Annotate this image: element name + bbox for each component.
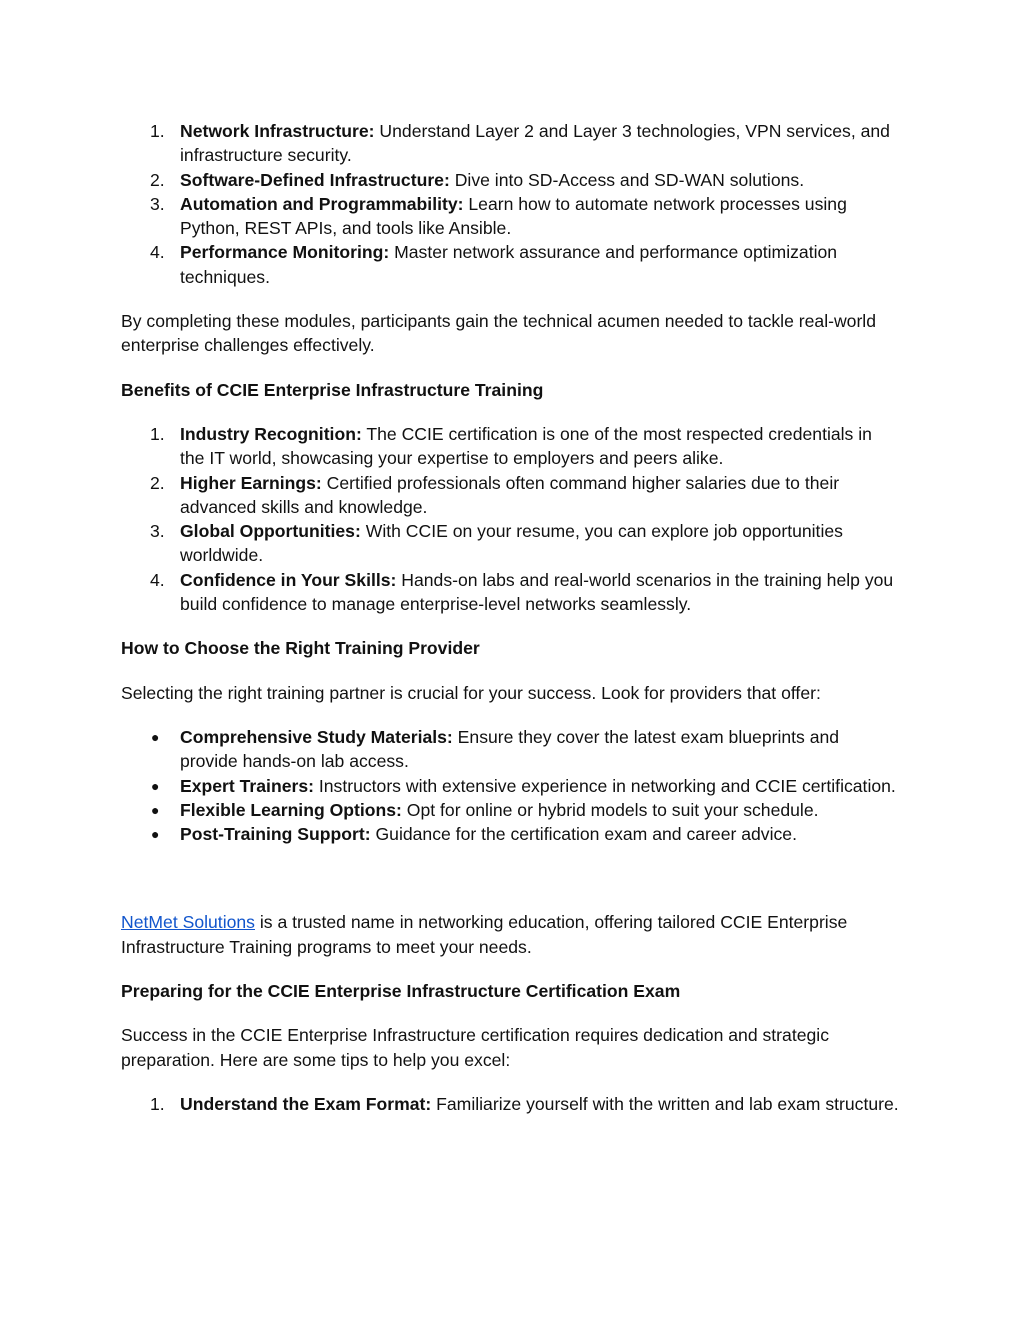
prep-intro: Success in the CCIE Enterprise Infrastructure certification requires dedication and strategic preparation. Here are some tips to help you excel: bbox=[121, 1025, 829, 1070]
item-text: Hands-on labs and real-world scenarios in the training help you build confidence to manage enterprise-level networks seamlessly. bbox=[180, 569, 894, 615]
list-item bbox=[121, 519, 901, 568]
item-title: Software-Defined Infrastructure: bbox=[180, 169, 450, 190]
item-title: Performance Monitoring: bbox=[180, 242, 390, 263]
item-text: Understand Layer 2 and Layer 3 technologies, VPN services, and infrastructure security. bbox=[180, 121, 890, 166]
item-text: Familiarize yourself with the written and lab exam structure. bbox=[431, 1093, 899, 1114]
item-text: Master network assurance and performance optimization techniques. bbox=[180, 242, 838, 287]
list-item bbox=[121, 568, 901, 617]
document-page bbox=[121, 119, 901, 1116]
list-item bbox=[121, 798, 901, 822]
list-number: 1. bbox=[150, 121, 165, 141]
list-number: 4. bbox=[150, 569, 165, 590]
item-text: Guidance for the certification exam and career advice. bbox=[370, 824, 797, 845]
item-title: Global Opportunities: bbox=[180, 521, 361, 542]
list-item bbox=[121, 422, 901, 471]
prep-heading: Preparing for the CCIE Enterprise Infrastructure Certification Exam bbox=[121, 981, 681, 1002]
netmet-text: is a trusted name in networking education, offering tailored CCIE Enterprise Infrastructure Training programs to meet your needs. bbox=[121, 912, 848, 957]
list-item bbox=[121, 119, 901, 168]
benefits-heading: Benefits of CCIE Enterprise Infrastructure Training bbox=[121, 379, 544, 400]
item-title: Network Infrastructure: bbox=[180, 121, 375, 141]
provider-heading: How to Choose the Right Training Provider bbox=[121, 638, 480, 659]
item-text: Instructors with extensive experience in networking and CCIE certification. bbox=[313, 775, 896, 796]
item-text: Ensure they cover the latest exam blueprints and provide hands-on lab access. bbox=[180, 726, 840, 772]
netmet-link[interactable]: NetMet Solutions bbox=[121, 912, 255, 933]
list-item bbox=[121, 240, 901, 289]
netmet-paragraph bbox=[121, 910, 901, 959]
list-number: 1. bbox=[150, 1093, 165, 1114]
list-number: 3. bbox=[150, 521, 165, 542]
item-title: Comprehensive Study Materials: bbox=[180, 726, 453, 747]
benefits-list bbox=[121, 422, 901, 616]
bullet-icon: ● bbox=[151, 801, 160, 818]
list-item bbox=[121, 822, 901, 846]
prep-list bbox=[121, 1092, 901, 1116]
list-item bbox=[121, 192, 901, 241]
item-title: Flexible Learning Options: bbox=[180, 799, 402, 820]
list-number: 2. bbox=[150, 472, 165, 493]
provider-intro: Selecting the right training partner is crucial for your success. Look for providers that offer: bbox=[121, 682, 821, 703]
list-number: 2. bbox=[150, 169, 165, 190]
provider-list bbox=[121, 725, 901, 846]
list-number: 4. bbox=[150, 242, 165, 263]
item-text: The CCIE certification is one of the most respected credentials in the IT world, showcasing your expertise to employers and peers alike. bbox=[180, 423, 872, 469]
item-title: Confidence in Your Skills: bbox=[180, 569, 397, 590]
bullet-icon: ● bbox=[151, 777, 160, 794]
item-title: Higher Earnings: bbox=[180, 472, 322, 493]
list-item bbox=[121, 774, 901, 798]
list-item bbox=[121, 168, 901, 192]
item-text: Certified professionals often command higher salaries due to their advanced skills and knowledge. bbox=[180, 472, 840, 517]
modules-list bbox=[121, 119, 901, 289]
list-number: 3. bbox=[150, 193, 165, 214]
item-title: Expert Trainers: bbox=[180, 775, 314, 796]
item-text: Opt for online or hybrid models to suit your schedule. bbox=[401, 799, 819, 820]
item-text: Learn how to automate network processes using Python, REST APIs, and tools like Ansible. bbox=[180, 193, 847, 239]
item-title: Understand the Exam Format: bbox=[180, 1093, 432, 1114]
item-title: Post-Training Support: bbox=[180, 824, 371, 845]
list-item bbox=[121, 471, 901, 520]
item-text: With CCIE on your resume, you can explore job opportunities worldwide. bbox=[180, 521, 843, 566]
bullet-icon: ● bbox=[151, 826, 160, 843]
bullet-icon: ● bbox=[151, 728, 160, 745]
modules-summary: By completing these modules, participants gain the technical acumen needed to tackle real-world enterprise challenges effectively. bbox=[121, 311, 877, 356]
list-number: 1. bbox=[150, 423, 165, 444]
item-title: Automation and Programmability: bbox=[180, 193, 464, 214]
item-title: Industry Recognition: bbox=[180, 423, 362, 444]
item-text: Dive into SD-Access and SD-WAN solutions. bbox=[449, 169, 805, 190]
list-item bbox=[121, 1092, 901, 1116]
list-item bbox=[121, 725, 901, 774]
